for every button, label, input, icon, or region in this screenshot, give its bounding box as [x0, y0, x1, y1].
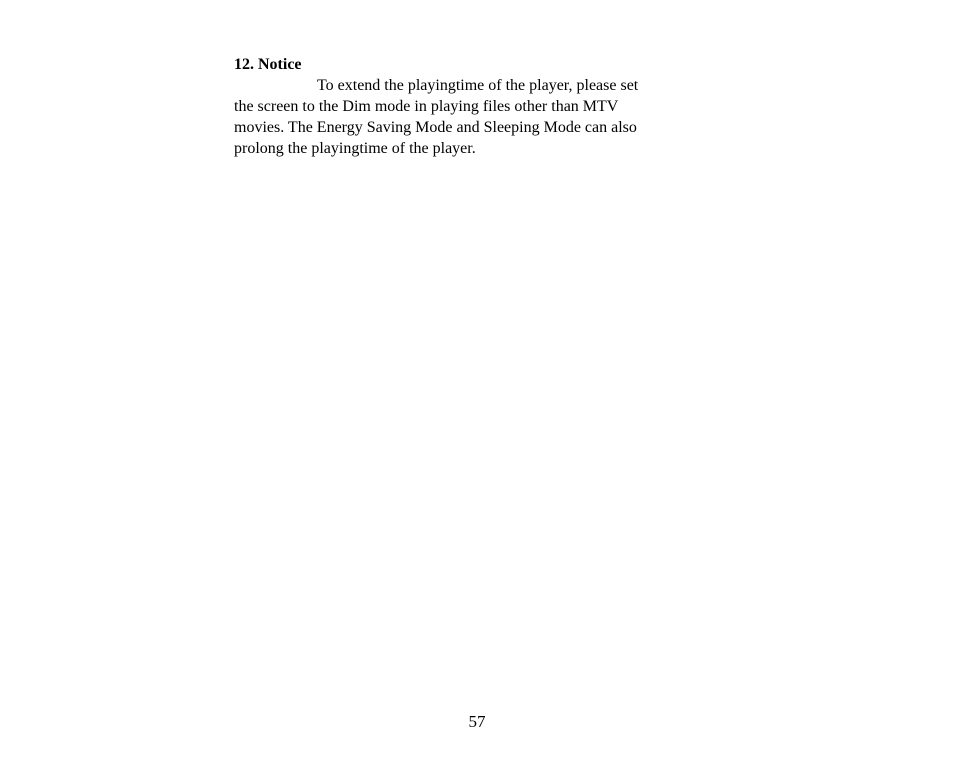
section-heading: 12. Notice	[234, 56, 302, 73]
notice-section	[234, 55, 734, 159]
page-number: 57	[468, 712, 486, 731]
paragraph-line-1: To extend the playingtime of the player, please set	[317, 77, 639, 94]
paragraph-line-3: movies. The Energy Saving Mode and Sleeping Mode can also	[234, 119, 637, 136]
paragraph-line-4: prolong the playingtime of the player.	[234, 140, 476, 157]
paragraph-line-2: the screen to the Dim mode in playing files other than MTV	[234, 98, 619, 115]
